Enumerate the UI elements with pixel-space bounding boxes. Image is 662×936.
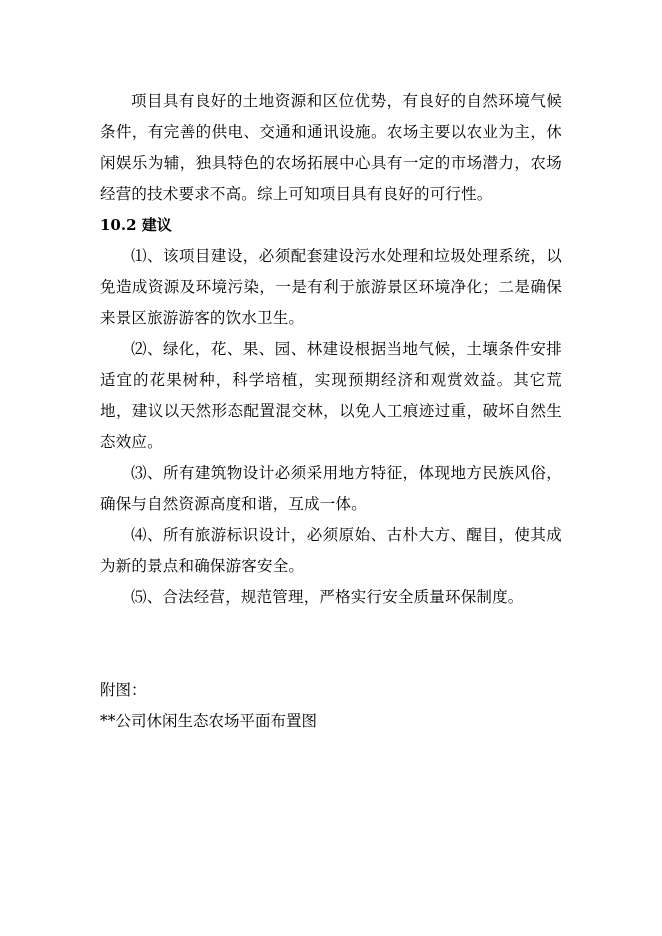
suggestion-1: ⑴、该项目建设，必须配套建设污水处理和垃圾处理系统，以免造成资源及环境污染，一是有利于旅游景区环境净化；二是确保来景区旅游游客的饮水卫生。 (100, 247, 562, 327)
suggestion-5: ⑸、合法经营，规范管理，严格实行安全质量环保制度。 (131, 588, 524, 606)
intro-paragraph: 项目具有良好的土地资源和区位优势，有良好的自然环境气候条件，有完善的供电、交通和通讯设施。农场主要以农业为主，休闲娱乐为辅，独具特色的农场拓展中心具有一定的市场潜力，农场经营的技术要求不高。综上可知项目具有良好的可行性。 (100, 92, 562, 203)
document-body (100, 86, 562, 737)
suggestion-3: ⑶、所有建筑物设计必须采用地方特征，体现地方民族风俗，确保与自然资源高度和谐，互成一体。 (100, 464, 562, 513)
appendix-item: **公司休闲生态农场平面布置图 (100, 712, 318, 730)
spacer (100, 613, 562, 675)
suggestion-4: ⑷、所有旅游标识设计，必须原始、古朴大方、醒目，使其成为新的景点和确保游客安全。 (100, 526, 562, 575)
section-heading: 10.2 建议 (100, 216, 172, 234)
suggestion-2: ⑵、绿化，花、果、园、林建设根据当地气候，土壤条件安排适宜的花果树种，科学培植，实现预期经济和观赏效益。其它荒地，建议以天然形态配置混交林，以免人工痕迹过重，破坏自然生态效应。 (100, 340, 562, 451)
appendix-label: 附图： (100, 681, 147, 699)
